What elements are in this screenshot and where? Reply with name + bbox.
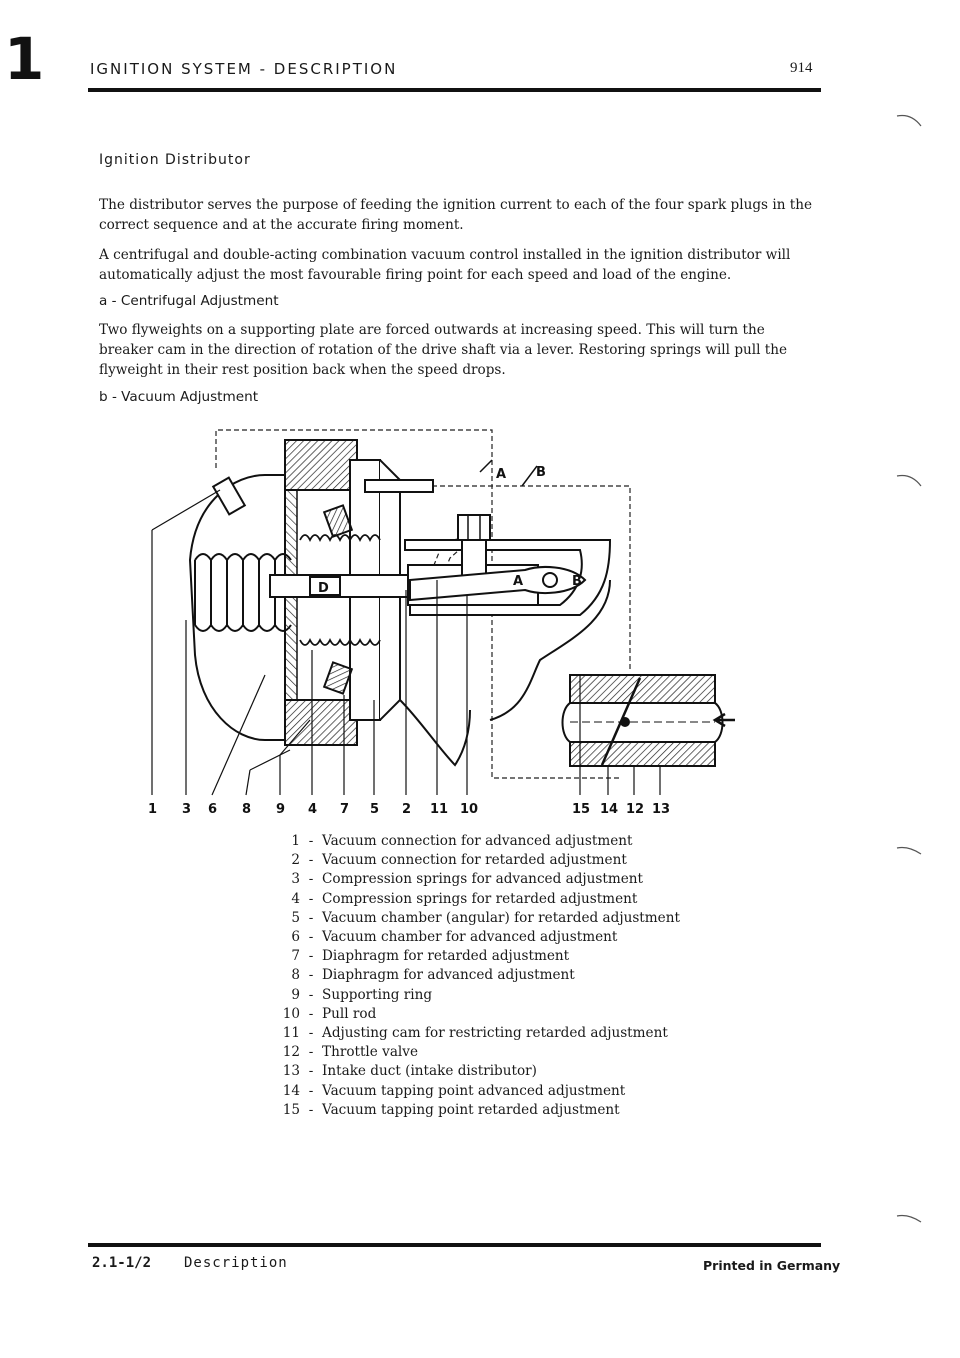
- footer-section-name: Description: [184, 1255, 288, 1271]
- callout-4: 4: [308, 802, 318, 817]
- callout-6: 6: [208, 802, 218, 817]
- legend-item: 13 - Intake duct (intake distributor): [282, 1063, 537, 1080]
- arm-label-a: A: [513, 574, 524, 589]
- diagram-legend: [276, 832, 680, 1120]
- legend-item: 10 - Pull rod: [282, 1005, 377, 1022]
- callout-10: 10: [460, 802, 479, 817]
- legend-item: 11 - Adjusting cam for restricting retarded adjustment: [282, 1025, 668, 1042]
- svg-text:D: D: [318, 581, 329, 596]
- section-title: Ignition Distributor: [99, 152, 251, 168]
- margin-mark-icon: [895, 842, 925, 862]
- header-rule: [88, 88, 821, 92]
- margin-mark-icon: [895, 470, 925, 490]
- callout-14: 14: [600, 802, 619, 817]
- legend-item: 15 - Vacuum tapping point retarded adjustment: [282, 1101, 620, 1118]
- arm-label-b: B: [572, 574, 582, 589]
- legend-item: 14 - Vacuum tapping point advanced adjustment: [282, 1082, 626, 1099]
- vacuum-unit-diagram: [140, 420, 740, 820]
- flow-arrow-icon: [715, 714, 735, 726]
- diagram-callouts: [148, 802, 670, 817]
- footer-section-code: 2.1-1/2: [92, 1255, 152, 1271]
- callout-1: 1: [148, 802, 158, 817]
- margin-mark-icon: [895, 110, 925, 130]
- legend-item: 3 - Compression springs for advanced adjustment: [291, 871, 643, 888]
- paragraph-vacuum-control: A centrifugal and double-acting combination vacuum control installed in the ignition distributor will automatically adjust the most favourable firing point for each speed and load of the engine.: [99, 247, 791, 283]
- diagram-letter-a: A: [496, 467, 507, 482]
- legend-item: 12 - Throttle valve: [282, 1044, 418, 1061]
- legend-item: 2 - Vacuum connection for retarded adjustment: [291, 852, 627, 869]
- callout-13: 13: [652, 802, 671, 817]
- legend-item: 6 - Vacuum chamber for advanced adjustment: [291, 929, 618, 946]
- callout-11: 11: [430, 802, 449, 817]
- legend-item: 8 - Diaphragm for advanced adjustment: [291, 967, 575, 984]
- callout-12: 12: [626, 802, 645, 817]
- legend-item: 7 - Diaphragm for retarded adjustment: [291, 948, 570, 965]
- callout-2: 2: [402, 802, 412, 817]
- subsection-a-text: Two flyweights on a supporting plate are forced outwards at increasing speed. This will turn the breaker cam in the direction of rotation of the drive shaft via a lever. Restoring springs will pull the flyweight in their rest position back when the speed drops.: [99, 322, 788, 378]
- chapter-number: 1: [4, 25, 45, 93]
- subsection-a-heading: a - Centrifugal Adjustment: [99, 293, 279, 309]
- legend-item: 9 - Supporting ring: [291, 986, 433, 1003]
- callout-8: 8: [242, 802, 252, 817]
- callout-15: 15: [572, 802, 591, 817]
- page-header-title: IGNITION SYSTEM - DESCRIPTION: [90, 60, 398, 78]
- callout-7: 7: [340, 802, 350, 817]
- intake-duct: [563, 675, 736, 766]
- diagram-letter-b: B: [536, 465, 546, 480]
- footer-rule: [88, 1243, 821, 1247]
- callout-3: 3: [182, 802, 192, 817]
- paragraph-purpose: The distributor serves the purpose of feeding the ignition current to each of the four spark plugs in the correct sequence and at the accurate firing moment.: [99, 197, 813, 233]
- legend-item: 4 - Compression springs for retarded adjustment: [291, 890, 638, 907]
- margin-mark-icon: [895, 1210, 925, 1230]
- legend-item: 5 - Vacuum chamber (angular) for retarded adjustment: [291, 909, 680, 926]
- page-number: 914: [790, 60, 813, 76]
- footer-printed-note: Printed in Germany: [703, 1258, 841, 1273]
- callout-5: 5: [370, 802, 380, 817]
- subsection-b-heading: b - Vacuum Adjustment: [99, 389, 259, 405]
- legend-item: 1 - Vacuum connection for advanced adjustment: [291, 833, 633, 849]
- callout-9: 9: [276, 802, 286, 817]
